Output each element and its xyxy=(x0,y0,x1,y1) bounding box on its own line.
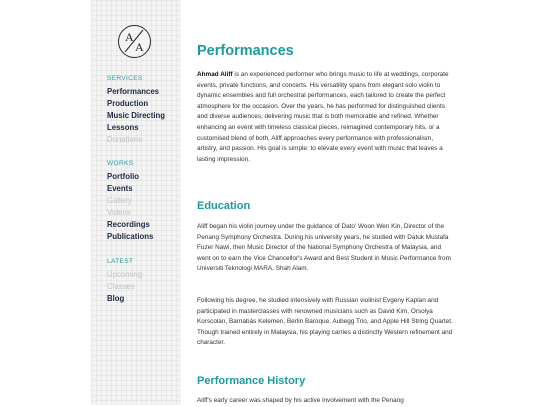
intro-paragraph xyxy=(197,70,455,165)
nav-item-blog[interactable]: Blog xyxy=(107,294,125,303)
nav-item-donations[interactable]: Donations xyxy=(107,135,143,144)
nav-item-upcoming[interactable]: Upcoming xyxy=(107,270,143,279)
intro-text: is an experienced performer who brings music to life at weddings, corporate events, private functions, and concerts. His versatility spans from elegant solo violin to dynamic ensembles and full orchestral performances, each tailored to create the perfect atmosphere for the occasion. Over the years, he has performed for distinguished clients and diverse audiences, delivering music that is both memorable and refined. Whether enhancing an event with timeless classical pieces, reimagined contemporary hits, or a customised blend of both, Aliff approaches every performance with professionalism, artistry, and passion. His goal is simple: to elevate every event with music that leaves a lasting impression. xyxy=(197,71,449,163)
nav-heading-works: WORKS xyxy=(107,160,134,167)
nav-group-works xyxy=(107,160,153,243)
logo[interactable] xyxy=(118,25,151,58)
nav-heading-latest: LATEST xyxy=(107,258,134,265)
education-paragraph-1: Aliff began his violin journey under the guidance of Dato' Woon Wen Kin, Director of the Penang Symphony Orchestra. During his university years, he studied with Datuk Mustafa Fuzer Nawi, then Music Director of the National Symphony Orchestra of Malaysia, and went on to earn the Vice Chancellor's Award and Best Student in Music Performance from Universiti Teknologi MARA, Shah Alam. xyxy=(197,223,451,273)
performance-history-heading: Performance History xyxy=(197,375,306,387)
performance-history-paragraph: Aliff's early career was shaped by his active involvement with the Penang xyxy=(197,397,404,404)
logo-letter-bottom: A xyxy=(135,40,144,54)
nav-item-music-directing[interactable]: Music Directing xyxy=(107,111,166,120)
nav-item-classes[interactable]: Classes xyxy=(107,282,135,291)
nav-group-latest xyxy=(107,258,142,305)
nav-group-services xyxy=(107,75,165,146)
nav-heading-services: SERVICES xyxy=(107,75,143,82)
nav-item-publications[interactable]: Publications xyxy=(107,232,154,241)
education-heading: Education xyxy=(197,200,251,212)
nav-item-production[interactable]: Production xyxy=(107,99,149,108)
nav-item-performances[interactable]: Performances xyxy=(107,87,160,96)
nav-item-gallery[interactable]: Gallery xyxy=(107,196,132,205)
nav-item-portfolio[interactable]: Portfolio xyxy=(107,172,140,181)
nav-item-videos[interactable]: Videos xyxy=(107,208,131,217)
logo-letter-top: A xyxy=(125,30,134,44)
nav-item-lessons[interactable]: Lessons xyxy=(107,123,139,132)
nav-item-recordings[interactable]: Recordings xyxy=(107,220,150,229)
performer-name: Ahmad Aliff xyxy=(197,71,233,78)
education-paragraph-2: Following his degree, he studied intensively with Russian violinist Evgeny Kaplan and participated in masterclasses with renowned musicians such as David Kim, Orsolya Korscolan, Barnabás Kelemen, Berlin Baroque, Aubegg Trio, and Apple Hill String Quartet. Though trained entirely in Malaysia, his playing carries a distinctly Western refinement and character. xyxy=(197,297,453,347)
nav-item-events[interactable]: Events xyxy=(107,184,133,193)
logo-slash xyxy=(119,26,149,56)
page-title: Performances xyxy=(197,43,294,59)
